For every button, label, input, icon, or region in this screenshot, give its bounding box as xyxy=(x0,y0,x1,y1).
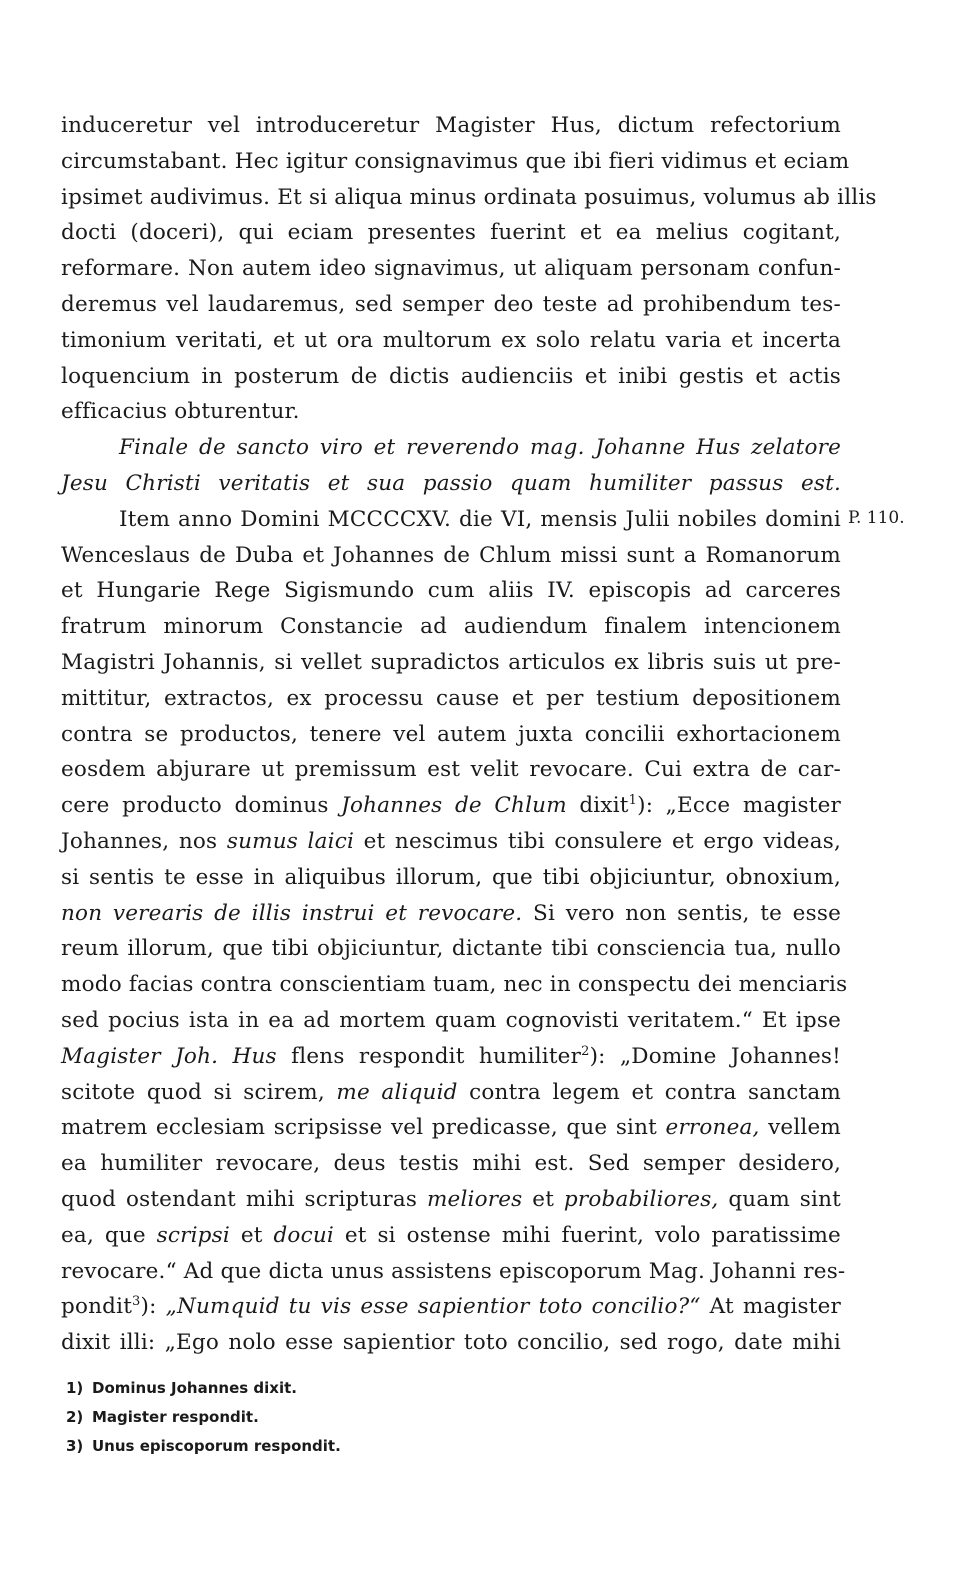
text-run: quam sint xyxy=(718,1186,841,1212)
margin-page-reference: P. 110. xyxy=(848,508,905,528)
text-line: revocare.“ Ad que dicta unus assistens episcoporum Mag. Johanni res- xyxy=(61,1258,846,1284)
text-line: et Hungarie Rege Sigismundo cum aliis IV. episcopis ad carceres xyxy=(61,578,841,604)
text-run: ): „Domine Johannes! xyxy=(589,1043,842,1069)
footnote-ref: 3 xyxy=(132,1294,141,1310)
footnote-ref: 1 xyxy=(628,792,638,808)
italic-run: sumus laici xyxy=(226,828,355,854)
text-line xyxy=(61,824,841,860)
text-line: loquencium in posterum de dictis audienciis et inibi gestis et actis xyxy=(61,363,841,389)
footnote xyxy=(66,1374,666,1403)
italic-run: Magister Joh. Hus xyxy=(61,1043,277,1069)
text-run: Si vero non sentis, te esse xyxy=(522,900,841,926)
text-run: ea, que xyxy=(61,1222,157,1248)
text-line: Magistri Johannis, si vellet supradictos articulos ex libris suis ut pre- xyxy=(61,649,841,675)
footnote-number: 3) xyxy=(66,1437,84,1455)
text-run: ): „Ecce magister xyxy=(637,793,841,819)
text-run: ): xyxy=(140,1294,166,1320)
italic-run: „Numquid tu vis esse sapientior toto concilio?“ xyxy=(165,1294,701,1320)
text-line xyxy=(61,788,841,824)
text-line: dixit illi: „Ego nolo esse sapientior toto concilio, sed rogo, date mihi xyxy=(61,1330,841,1356)
footnote xyxy=(66,1403,666,1432)
text-line: si sentis te esse in aliquibus illorum, que tibi objiciuntur, obnoxium, xyxy=(61,864,841,890)
footnotes xyxy=(66,1374,666,1461)
text-line xyxy=(61,1289,841,1325)
text-run: quod ostendant mihi scripturas xyxy=(61,1186,427,1212)
text-line: fratrum minorum Constancie ad audiendum finalem intencionem xyxy=(61,614,841,640)
text-run: contra legem et contra sanctam xyxy=(457,1079,842,1105)
text-line: ipsimet audivimus. Et si aliqua minus ordinata posuimus, volumus ab illis xyxy=(61,184,877,210)
text-line: Wenceslaus de Duba et Johannes de Chlum missi sunt a Romanorum xyxy=(61,542,841,568)
italic-run: me aliquid xyxy=(336,1079,458,1105)
text-line: mittitur, extractos, ex processu cause et per testium depositionem xyxy=(61,685,841,711)
text-line: reformare. Non autem ideo signavimus, ut aliquam personam confun- xyxy=(61,256,841,282)
text-line xyxy=(61,896,841,932)
text-run: cere producto dominus xyxy=(61,793,342,819)
section-title-line: Jesu Christi veritatis et sua passio quam humiliter passus est. xyxy=(61,470,841,496)
text-line: circumstabant. Hec igitur consignavimus que ibi fieri vidimus et eciam xyxy=(61,148,850,174)
footnote-ref: 2 xyxy=(581,1043,590,1059)
text-run: et xyxy=(522,1186,564,1212)
text-line: sed pocius ista in ea ad mortem quam cognovisti veritatem.“ Et ipse xyxy=(61,1007,841,1033)
italic-run: Johannes de Chlum xyxy=(341,793,567,819)
text-line: docti (doceri), qui eciam presentes fuerint et ea melius cogitant, xyxy=(61,220,841,246)
italic-run: non verearis de illis instrui et revocare. xyxy=(61,900,523,926)
text-line xyxy=(61,1075,841,1111)
section-title-line: Finale de sancto viro et reverendo mag. Johanne Hus zelatore xyxy=(119,435,841,461)
footnote xyxy=(66,1432,666,1461)
text-run: Johannes, nos xyxy=(61,828,227,854)
text-line xyxy=(61,1039,841,1075)
text-line: induceretur vel introduceretur Magister Hus, dictum refectorium xyxy=(61,113,841,138)
text-run: et xyxy=(229,1222,274,1248)
italic-run: erronea, xyxy=(665,1115,760,1141)
footnote-number: 1) xyxy=(66,1379,84,1397)
text-line: timonium veritati, et ut ora multorum ex solo relatu varia et incerta xyxy=(61,327,841,353)
text-line: efficacius obturentur. xyxy=(61,399,300,425)
footnote-text: Dominus Johannes dixit. xyxy=(92,1379,297,1397)
footnote-text: Unus episcoporum respondit. xyxy=(92,1437,341,1455)
text-line: eosdem abjurare ut premissum est velit revocare. Cui extra de car- xyxy=(61,757,841,783)
italic-run: meliores xyxy=(426,1186,523,1212)
text-run: vellem xyxy=(759,1115,842,1141)
footnote-text: Magister respondit. xyxy=(92,1408,259,1426)
text-line xyxy=(61,1110,841,1146)
text-run: At magister xyxy=(700,1294,841,1320)
footnote-number: 2) xyxy=(66,1408,84,1426)
italic-run: docui xyxy=(273,1222,334,1248)
text-run: et si ostense mihi fuerint, volo paratissime xyxy=(333,1222,841,1248)
italic-run: probabiliores, xyxy=(563,1186,719,1212)
text-run: pondit xyxy=(61,1294,133,1320)
text-run: scitote quod si scirem, xyxy=(61,1079,337,1105)
text-line: Item anno Domini MCCCCXV. die VI, mensis Julii nobiles domini xyxy=(119,506,841,532)
text-run: dixit xyxy=(566,793,629,819)
text-run: matrem ecclesiam scripsisse vel predicasse, que sint xyxy=(61,1115,666,1141)
text-line xyxy=(61,1218,841,1254)
text-line xyxy=(61,1182,841,1218)
text-line: modo facias contra conscientiam tuam, nec in conspectu dei menciaris xyxy=(61,972,848,998)
text-run: flens respondit humiliter xyxy=(276,1043,582,1069)
text-line: reum illorum, que tibi objiciuntur, dictante tibi consciencia tua, nullo xyxy=(61,936,841,962)
italic-run: scripsi xyxy=(156,1222,230,1248)
text-line: deremus vel laudaremus, sed semper deo teste ad prohibendum tes- xyxy=(61,291,841,317)
text-line: contra se productos, tenere vel autem juxta concilii exhortacionem xyxy=(61,721,841,747)
text-line: ea humiliter revocare, deus testis mihi est. Sed semper desidero, xyxy=(61,1151,841,1177)
text-run: et nescimus tibi consulere et ergo videas, xyxy=(354,828,842,854)
